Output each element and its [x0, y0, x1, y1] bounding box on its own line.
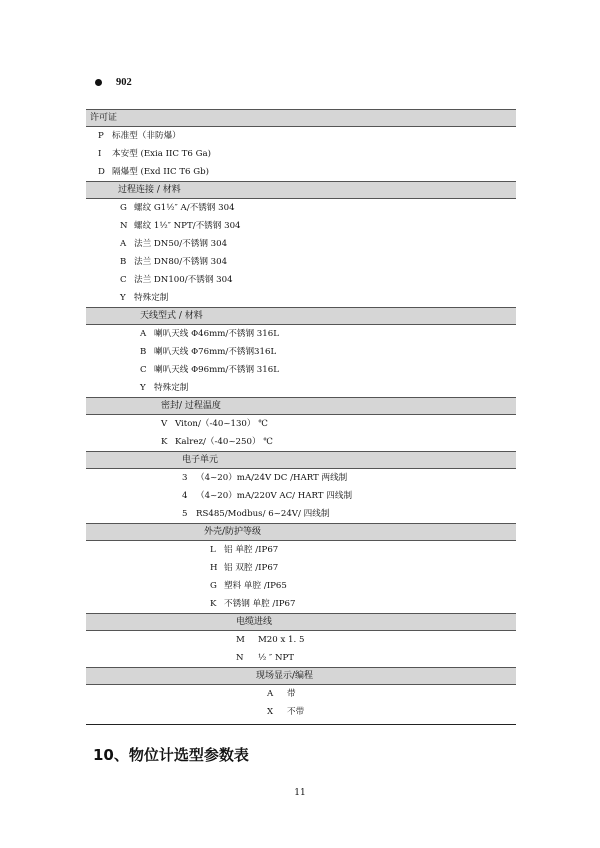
- option-label: 喇叭天线 Φ96mm/不锈钢 316L: [154, 365, 279, 375]
- option-row: [86, 163, 516, 181]
- option-row: [86, 289, 516, 307]
- option-code: Y: [120, 293, 126, 303]
- option-label: RS485/Modbus/ 6~24V/ 四线制: [196, 509, 330, 519]
- option-label: ½ ″ NPT: [258, 653, 295, 663]
- model-number: 902: [116, 76, 132, 88]
- option-row: [86, 685, 516, 703]
- option-row: [86, 343, 516, 361]
- bullet-icon: [95, 79, 102, 86]
- section-license: [86, 109, 516, 181]
- option-row: [86, 361, 516, 379]
- option-label: 螺纹 1½″ NPT/不锈钢 304: [134, 221, 241, 231]
- option-label: Kalrez/（-40~250） ℃: [175, 437, 273, 447]
- option-label: 塑料 单腔 /IP65: [224, 581, 287, 591]
- section-seal: [86, 397, 516, 451]
- option-code: K: [161, 437, 168, 447]
- option-code: L: [210, 545, 216, 555]
- option-row: [86, 649, 516, 667]
- option-code: C: [120, 275, 127, 285]
- option-label: 标准型（非防爆）: [112, 131, 181, 141]
- option-code: 3: [182, 473, 188, 483]
- section-header: 许可证: [86, 109, 516, 127]
- section-antenna: [86, 307, 516, 397]
- option-row: [86, 235, 516, 253]
- option-label: 铝 单腔 /IP67: [224, 545, 279, 555]
- option-code: C: [140, 365, 147, 375]
- option-code: Y: [140, 383, 146, 393]
- option-row: [86, 559, 516, 577]
- section-header: 密封/ 过程温度: [86, 397, 516, 415]
- option-row: [86, 415, 516, 433]
- option-code: V: [161, 419, 168, 429]
- section-header: 现场显示/编程: [86, 667, 516, 685]
- option-label: 不带: [287, 707, 305, 717]
- option-label: 本安型 (Exia IIC T6 Ga): [112, 149, 211, 159]
- option-row: [86, 487, 516, 505]
- option-row: [86, 253, 516, 271]
- option-row: [86, 433, 516, 451]
- option-label: 喇叭天线 Φ46mm/不锈钢 316L: [154, 329, 279, 339]
- option-label: 法兰 DN50/不锈钢 304: [134, 239, 228, 249]
- section-header: 天线型式 / 材料: [86, 307, 516, 325]
- section-header: 过程连接 / 材料: [86, 181, 516, 199]
- option-label: M20 x 1. 5: [258, 635, 305, 645]
- option-row: [86, 631, 516, 649]
- option-code: P: [98, 131, 104, 141]
- section-header: 外壳/防护等级: [86, 523, 516, 541]
- section-header: 电缆进线: [86, 613, 516, 631]
- option-code: B: [120, 257, 127, 267]
- option-code: N: [120, 221, 128, 231]
- option-row: [86, 199, 516, 217]
- option-label: （4~20）mA/220V AC/ HART 四线制: [196, 491, 353, 501]
- section-heading: 10、物位计选型参数表: [93, 746, 249, 764]
- section-header: 电子单元: [86, 451, 516, 469]
- section-electronics: [86, 451, 516, 523]
- option-code: X: [267, 707, 274, 717]
- section-process-connection: [86, 181, 516, 307]
- option-label: （4~20）mA/24V DC /HART 两线制: [196, 473, 348, 483]
- section-display: [86, 667, 516, 721]
- option-row: [86, 379, 516, 397]
- option-label: 铝 双腔 /IP67: [224, 563, 279, 573]
- section-housing: [86, 523, 516, 613]
- option-row: [86, 541, 516, 559]
- option-row: [86, 577, 516, 595]
- option-code: G: [210, 581, 217, 591]
- option-row: [86, 145, 516, 163]
- option-code: D: [98, 167, 105, 177]
- section-cable-entry: [86, 613, 516, 667]
- option-code: G: [120, 203, 127, 213]
- option-label: 螺纹 G1½″ A/不锈钢 304: [134, 203, 235, 213]
- option-row: [86, 325, 516, 343]
- option-code: M: [236, 635, 245, 645]
- option-label: Viton/（-40~130） ℃: [175, 419, 268, 429]
- option-row: [86, 595, 516, 613]
- option-row: [86, 217, 516, 235]
- page-number: 11: [294, 788, 306, 798]
- option-label: 法兰 DN80/不锈钢 304: [134, 257, 228, 267]
- option-label: 带: [287, 689, 296, 699]
- selection-table: [86, 109, 516, 725]
- option-code: 5: [182, 509, 188, 519]
- option-code: K: [210, 599, 217, 609]
- option-row: [86, 271, 516, 289]
- option-label: 不锈钢 单腔 /IP67: [224, 599, 296, 609]
- option-row: [86, 469, 516, 487]
- option-row: [86, 703, 516, 721]
- option-code: N: [236, 653, 244, 663]
- option-code: H: [210, 563, 218, 573]
- option-code: I: [98, 149, 102, 159]
- option-label: 特殊定制: [134, 293, 169, 303]
- option-code: A: [140, 329, 147, 339]
- option-code: A: [267, 689, 274, 699]
- option-label: 隔爆型 (Exd IIC T6 Gb): [112, 167, 209, 177]
- option-code: 4: [182, 491, 188, 501]
- option-label: 喇叭天线 Φ76mm/不锈钢316L: [154, 347, 277, 357]
- option-row: [86, 505, 516, 523]
- option-code: A: [120, 239, 127, 249]
- model-bullet-line: [95, 74, 132, 90]
- option-row: [86, 127, 516, 145]
- option-code: B: [140, 347, 147, 357]
- option-label: 法兰 DN100/不锈钢 304: [134, 275, 233, 285]
- option-label: 特殊定制: [154, 383, 189, 393]
